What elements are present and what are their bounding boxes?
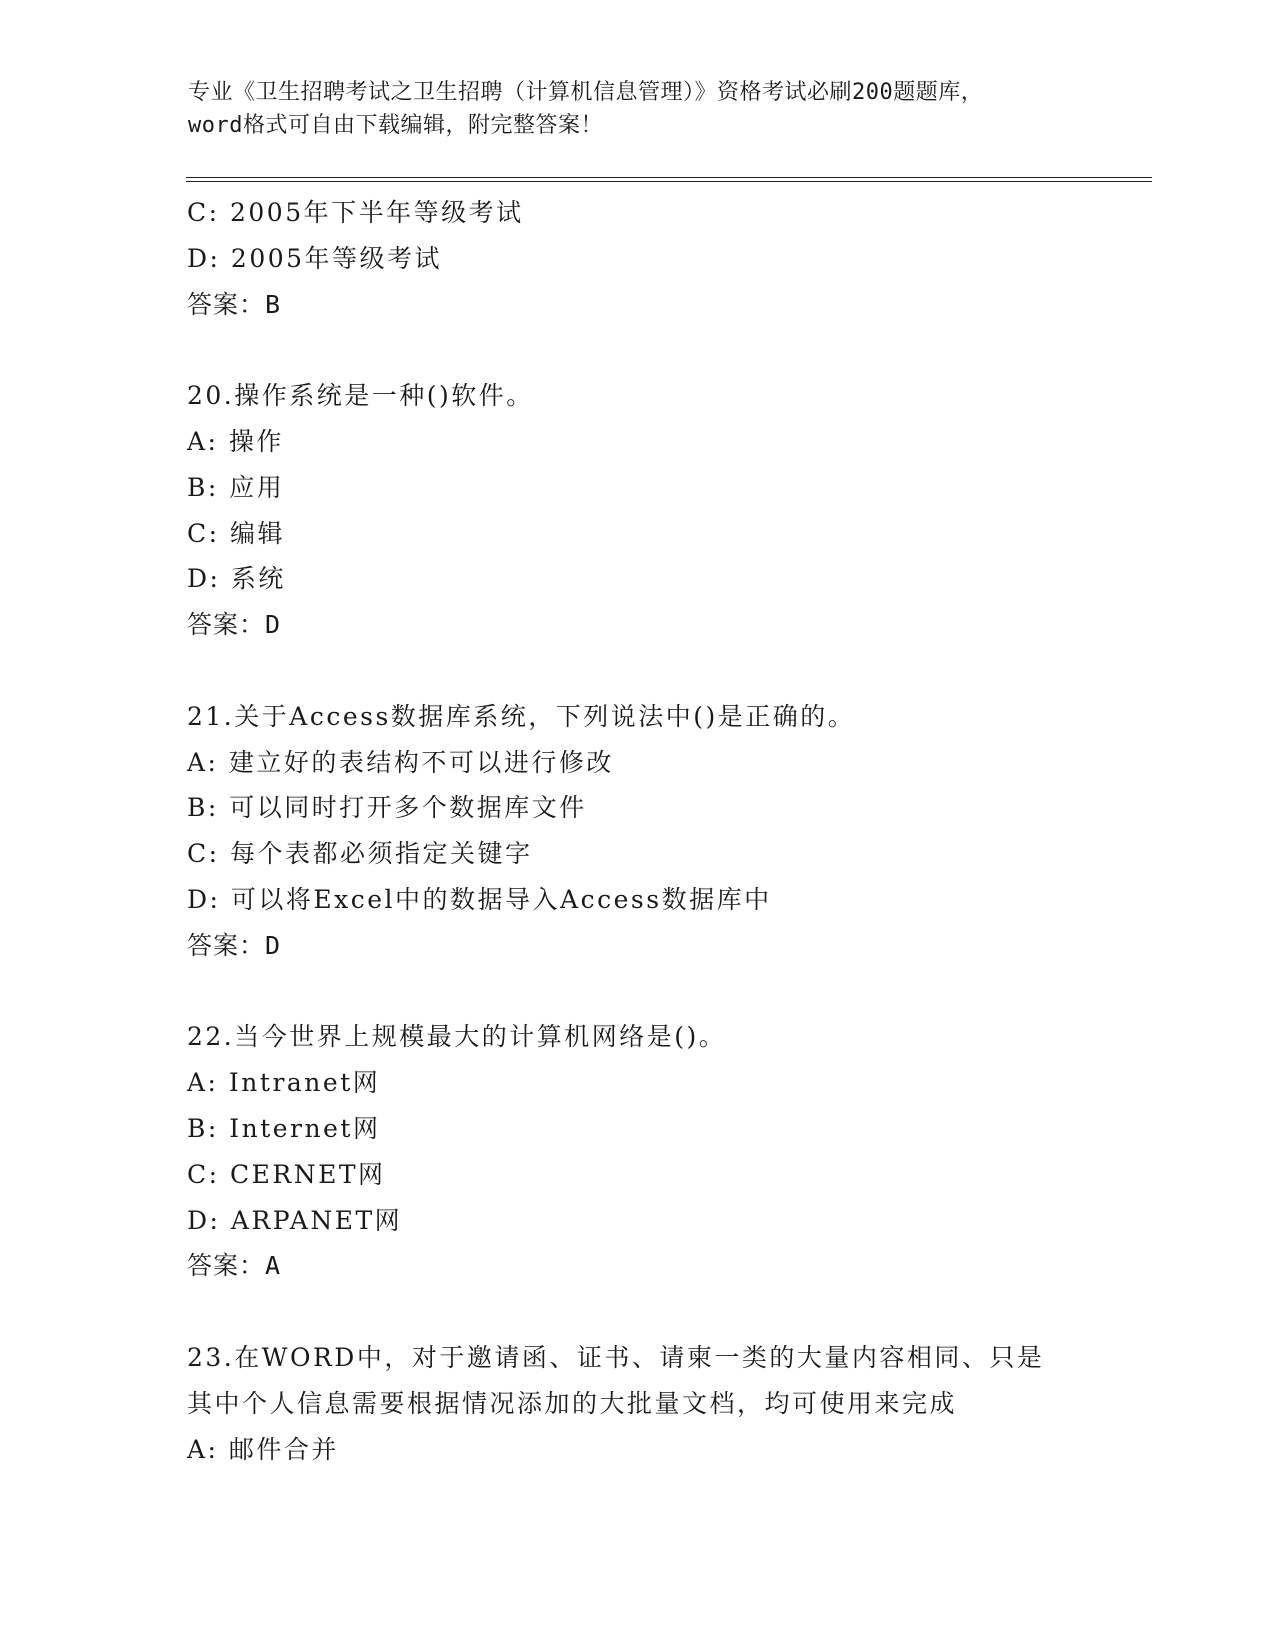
question-stem: 22.当今世界上规模最大的计算机网络是()。 bbox=[187, 1022, 727, 1052]
header-divider-bottom bbox=[186, 181, 1152, 182]
option-a: A: 操作 bbox=[187, 426, 284, 456]
answer-line: 答案：A bbox=[187, 1251, 282, 1281]
option-b: B: 应用 bbox=[187, 472, 285, 502]
header-title-line1: 专业《卫生招聘考试之卫生招聘（计算机信息管理）》资格考试必刷200题题库， bbox=[188, 80, 984, 105]
question-stem: 20.操作系统是一种()软件。 bbox=[187, 381, 534, 411]
header-divider-top bbox=[186, 177, 1152, 178]
question-stem-line1: 23.在WORD中，对于邀请函、证书、请柬一类的大量内容相同、只是 bbox=[187, 1342, 1045, 1372]
question-21 bbox=[187, 694, 1127, 969]
option-c: C: 2005年下半年等级考试 bbox=[187, 198, 524, 227]
spacer bbox=[187, 648, 1127, 694]
option-a: A: 建立好的表结构不可以进行修改 bbox=[187, 747, 614, 777]
question-19-tail bbox=[187, 190, 1127, 327]
option-d: D: 2005年等级考试 bbox=[187, 243, 443, 273]
question-list bbox=[187, 190, 1127, 1472]
question-stem-line2: 其中个人信息需要根据情况添加的大批量文档，均可使用来完成 bbox=[187, 1388, 958, 1418]
header-title-line2: word格式可自由下载编辑，附完整答案！ bbox=[188, 113, 603, 138]
option-d: D: 可以将Excel中的数据导入Access数据库中 bbox=[187, 884, 772, 914]
question-23 bbox=[187, 1335, 1127, 1472]
answer-line: 答案：D bbox=[187, 610, 282, 640]
option-b: B: 可以同时打开多个数据库文件 bbox=[187, 793, 587, 823]
option-c: C: 每个表都必须指定关键字 bbox=[187, 839, 533, 869]
spacer bbox=[187, 327, 1127, 373]
option-c: C: 编辑 bbox=[187, 518, 285, 548]
option-d: D: 系统 bbox=[187, 564, 286, 594]
question-22 bbox=[187, 1014, 1127, 1289]
spacer bbox=[187, 1289, 1127, 1335]
question-20 bbox=[187, 373, 1127, 648]
option-c: C: CERNET网 bbox=[187, 1159, 386, 1189]
option-a: A: Intranet网 bbox=[187, 1068, 381, 1098]
spacer bbox=[187, 969, 1127, 1015]
question-stem: 21.关于Access数据库系统，下列说法中()是正确的。 bbox=[187, 701, 856, 731]
answer-line: 答案：B bbox=[187, 289, 282, 319]
document-header bbox=[188, 76, 1088, 142]
answer-line: 答案：D bbox=[187, 930, 282, 960]
option-b: B: Internet网 bbox=[187, 1113, 381, 1143]
option-d: D: ARPANET网 bbox=[187, 1205, 403, 1235]
option-a: A: 邮件合并 bbox=[187, 1434, 339, 1464]
